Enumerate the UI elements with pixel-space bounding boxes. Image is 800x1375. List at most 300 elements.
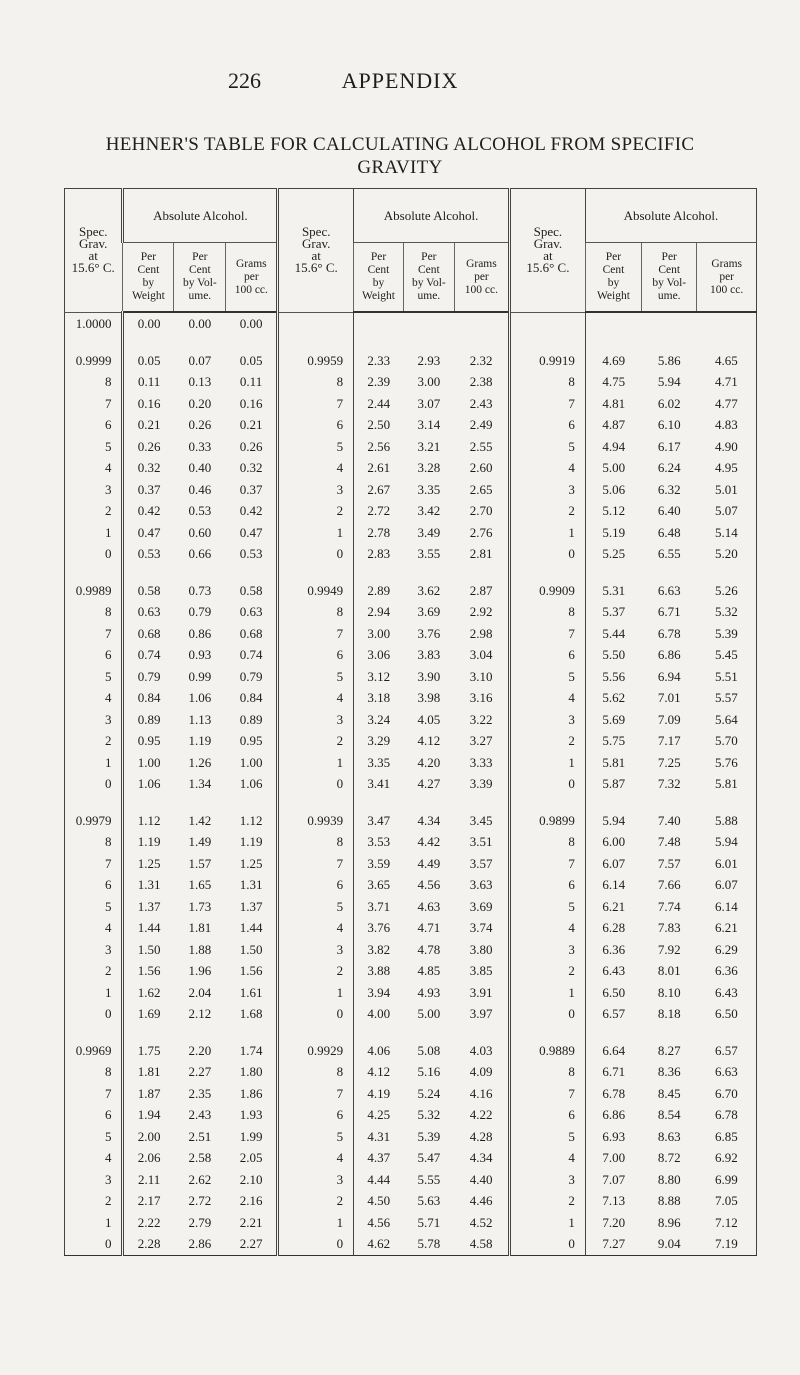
spec-grav-cell: 5: [510, 896, 586, 918]
grams-cell: 3.10: [469, 668, 493, 684]
spacer-cell: [226, 565, 278, 580]
spec-grav-cell: 3: [278, 709, 354, 731]
weight-cell: 6.43: [585, 960, 641, 982]
spacer-cell: [403, 795, 454, 810]
weight-cell: 4.62: [354, 1233, 404, 1255]
weight-cell: 4.56: [354, 1212, 404, 1234]
volume-cell: 7.57: [657, 855, 681, 871]
volume-cell: 2.58: [188, 1150, 212, 1165]
spec-grav-cell: 0: [278, 543, 354, 565]
grams-cell: 1.19: [239, 834, 263, 849]
grams-cell: 4.71: [697, 371, 757, 393]
grams-cell: 7.19: [697, 1233, 757, 1255]
grams-cell: 0.21: [239, 417, 263, 432]
spec-grav-cell: 7: [65, 393, 123, 415]
grams-cell: 2.16: [239, 1193, 263, 1208]
grams-cell: 0.79: [239, 668, 263, 684]
absolute-alcohol-header: Absolute Alcohol.: [585, 189, 756, 243]
volume-cell: 5.63: [417, 1193, 441, 1208]
spacer-cell: [65, 565, 123, 580]
absolute-alcohol-header: Absolute Alcohol.: [354, 189, 510, 243]
spacer-cell: [174, 795, 226, 810]
grams-cell: 0.47: [239, 524, 263, 540]
weight-cell: 0.16: [123, 393, 174, 415]
volume-column-header: [174, 243, 226, 313]
spec-grav-cell: 2: [65, 500, 123, 522]
weight-cell: 2.00: [123, 1126, 174, 1148]
spec-grav-cell: 0.9979: [65, 810, 123, 832]
spacer-cell: [642, 565, 697, 580]
volume-cell: 1.13: [188, 711, 212, 727]
weight-cell: 4.37: [354, 1147, 404, 1169]
volume-cell: 2.72: [188, 1193, 212, 1208]
spec-grav-cell: 7: [278, 393, 354, 415]
grams-cell: 6.36: [697, 960, 757, 982]
spec-grav-cell: 0: [510, 773, 586, 795]
volume-cell: 6.17: [657, 438, 681, 454]
header-word: by Vol-: [411, 277, 446, 289]
spec-grav-cell: 2: [65, 1190, 123, 1212]
spacer-cell: [65, 795, 123, 810]
table-row: [65, 414, 757, 436]
weight-cell: 1.19: [123, 831, 174, 853]
spacer-cell: [65, 1025, 123, 1040]
volume-cell: [403, 312, 454, 335]
volume-cell: 6.10: [657, 417, 681, 432]
volume-cell: 8.01: [657, 963, 681, 978]
row-spacer: [65, 795, 757, 810]
spec-grav-cell: 7: [278, 623, 354, 645]
weight-cell: 3.35: [354, 752, 404, 774]
grams-cell: 1.12: [239, 812, 263, 828]
row-spacer: [65, 335, 757, 350]
spec-grav-cell: 4: [510, 687, 586, 709]
volume-cell: 3.21: [417, 438, 441, 454]
volume-cell: 1.73: [188, 898, 212, 914]
volume-cell: 6.24: [657, 460, 681, 475]
weight-cell: 7.00: [585, 1147, 641, 1169]
grams-cell: 1.93: [239, 1107, 263, 1122]
spec-grav-cell: 2: [510, 500, 586, 522]
weight-cell: 1.81: [123, 1061, 174, 1083]
grams-cell: 6.70: [697, 1083, 757, 1105]
weight-cell: 3.18: [354, 687, 404, 709]
table-body: [65, 312, 757, 1255]
weight-cell: 1.94: [123, 1104, 174, 1126]
volume-cell: 4.71: [417, 920, 441, 935]
spec-grav-cell: 5: [65, 1126, 123, 1148]
weight-cell: 3.94: [354, 982, 404, 1004]
grams-cell: 5.70: [697, 730, 757, 752]
grams-cell: 1.99: [239, 1128, 263, 1144]
table-row: [65, 1126, 757, 1148]
spacer-cell: [278, 1025, 354, 1040]
spec-grav-cell: 0: [278, 1233, 354, 1255]
weight-cell: 2.22: [123, 1212, 174, 1234]
volume-cell: 5.39: [417, 1128, 441, 1144]
grams-cell: 3.04: [469, 647, 493, 662]
weight-cell: 7.07: [585, 1169, 641, 1191]
grams-cell: 6.07: [697, 874, 757, 896]
table-row: [65, 960, 757, 982]
spacer-cell: [226, 335, 278, 350]
grams-cell: 1.00: [239, 754, 263, 770]
header-word: Cent: [137, 264, 160, 276]
volume-cell: 8.54: [657, 1107, 681, 1122]
weight-cell: 2.28: [123, 1233, 174, 1255]
spec-grav-cell: 1: [65, 522, 123, 544]
grams-cell: 5.88: [697, 810, 757, 832]
weight-cell: 0.63: [123, 601, 174, 623]
spec-grav-cell: 2: [510, 730, 586, 752]
grams-cell: 2.65: [469, 481, 493, 497]
weight-cell: 1.62: [123, 982, 174, 1004]
spec-grav-cell: 6: [510, 414, 586, 436]
spec-grav-cell: 3: [510, 709, 586, 731]
weight-cell: 2.50: [354, 414, 404, 436]
weight-cell: 1.69: [123, 1003, 174, 1025]
volume-cell: [642, 312, 697, 335]
volume-cell: 3.07: [417, 395, 441, 411]
header-word: Per: [605, 251, 622, 263]
volume-cell: 2.43: [188, 1107, 212, 1122]
spec-grav-cell: 0: [510, 1233, 586, 1255]
spec-grav-cell: 0.9949: [278, 580, 354, 602]
grams-cell: 4.34: [469, 1150, 493, 1165]
table-row: [65, 457, 757, 479]
weight-cell: 5.19: [585, 522, 641, 544]
weight-cell: 0.84: [123, 687, 174, 709]
grams-cell: 5.81: [697, 773, 757, 795]
weight-cell: 0.32: [123, 457, 174, 479]
weight-cell: 1.75: [123, 1040, 174, 1062]
grams-cell: 5.26: [697, 580, 757, 602]
spec-grav-cell: 8: [65, 601, 123, 623]
weight-cell: 6.36: [585, 939, 641, 961]
volume-cell: 4.78: [417, 941, 441, 957]
spec-grav-cell: 5: [278, 666, 354, 688]
grams-cell: 6.57: [697, 1040, 757, 1062]
volume-cell: 1.19: [188, 733, 212, 748]
grams-cell: 0.42: [239, 503, 263, 518]
grams-cell: 4.65: [697, 350, 757, 372]
weight-cell: 2.56: [354, 436, 404, 458]
spacer-cell: [354, 335, 404, 350]
spec-grav-cell: 1: [278, 522, 354, 544]
header-word: ume.: [188, 290, 212, 302]
weight-cell: 6.21: [585, 896, 641, 918]
spec-grav-cell: 6: [510, 1104, 586, 1126]
spec-grav-cell: 3: [278, 1169, 354, 1191]
weight-cell: 0.89: [123, 709, 174, 731]
spec-grav-cell: 4: [510, 917, 586, 939]
weight-cell: 3.24: [354, 709, 404, 731]
spec-grav-cell: 0.9969: [65, 1040, 123, 1062]
grams-cell: 5.32: [697, 601, 757, 623]
weight-cell: 0.42: [123, 500, 174, 522]
weight-cell: 3.47: [354, 810, 404, 832]
table-row: [65, 939, 757, 961]
volume-cell: 1.42: [188, 812, 212, 828]
spec-grav-cell: 0.9919: [510, 350, 586, 372]
volume-cell: 5.78: [403, 1233, 454, 1255]
volume-cell: 0.79: [188, 604, 212, 619]
spec-grav-cell: 6: [65, 414, 123, 436]
grams-cell: 6.29: [697, 939, 757, 961]
grams-cell: 2.98: [469, 625, 493, 641]
grams-cell: 0.37: [239, 481, 263, 497]
grams-cell: 6.85: [697, 1126, 757, 1148]
grams-column-header: [226, 243, 278, 313]
volume-cell: 5.55: [417, 1171, 441, 1187]
grams-cell: 4.16: [469, 1085, 493, 1101]
spec-grav-cell: 1: [278, 752, 354, 774]
page-title: [60, 133, 740, 179]
weight-cell: [585, 312, 641, 335]
weight-cell: 0.74: [123, 644, 174, 666]
header-word: by: [607, 277, 620, 289]
spacer-cell: [697, 335, 757, 350]
spec-grav-cell: 3: [510, 1169, 586, 1191]
spec-grav-cell: 5: [65, 436, 123, 458]
grams-cell: 0.53: [239, 546, 263, 561]
volume-cell: 4.20: [417, 754, 441, 770]
volume-cell: 7.83: [657, 920, 681, 935]
spec-grav-cell: 2: [278, 960, 354, 982]
volume-cell: 3.83: [417, 647, 441, 662]
grams-cell: 1.56: [239, 963, 263, 978]
weight-cell: 6.71: [585, 1061, 641, 1083]
spec-grav-cell: 2: [65, 960, 123, 982]
weight-cell: 3.82: [354, 939, 404, 961]
volume-cell: 3.55: [417, 546, 441, 561]
volume-cell: 7.17: [657, 733, 681, 748]
weight-cell: 1.25: [123, 853, 174, 875]
volume-cell: 7.32: [657, 776, 681, 791]
header-word: 100 cc.: [464, 283, 499, 296]
header-word: Grav.: [79, 236, 108, 252]
weight-cell: 5.00: [585, 457, 641, 479]
spec-grav-cell: 8: [510, 601, 586, 623]
spec-grav-cell: 8: [278, 601, 354, 623]
grams-cell: 3.97: [469, 1006, 493, 1021]
spec-grav-cell: 5: [278, 896, 354, 918]
weight-cell: 6.57: [585, 1003, 641, 1025]
spec-grav-cell: 1: [65, 982, 123, 1004]
gravity-table-container: [64, 188, 757, 1278]
weight-cell: 5.50: [585, 644, 641, 666]
volume-cell: 2.20: [188, 1042, 212, 1058]
table-row: [65, 1003, 757, 1025]
spec-grav-cell: 6: [510, 644, 586, 666]
grams-cell: 6.50: [697, 1003, 757, 1025]
spec-grav-cell: 4: [510, 457, 586, 479]
table-row: [65, 393, 757, 415]
weight-cell: 5.12: [585, 500, 641, 522]
grams-cell: 6.14: [697, 896, 757, 918]
weight-cell: 1.56: [123, 960, 174, 982]
volume-cell: 2.35: [188, 1085, 212, 1101]
volume-cell: 0.20: [188, 395, 212, 411]
grams-cell: 4.03: [469, 1042, 493, 1058]
grams-cell: 5.01: [697, 479, 757, 501]
weight-cell: 2.72: [354, 500, 404, 522]
spec-grav-cell: 0: [65, 1003, 123, 1025]
spacer-cell: [585, 565, 641, 580]
grams-cell: 3.80: [469, 941, 493, 957]
grams-cell: 4.95: [697, 457, 757, 479]
spec-grav-cell: 7: [510, 623, 586, 645]
header-word: Per: [192, 251, 208, 263]
weight-cell: 5.31: [585, 580, 641, 602]
weight-cell: 0.95: [123, 730, 174, 752]
table-row: [65, 312, 757, 335]
table-row: [65, 1147, 757, 1169]
weight-cell: 1.44: [123, 917, 174, 939]
volume-cell: 0.53: [188, 503, 212, 518]
spacer-cell: [642, 335, 697, 350]
table-row: [65, 853, 757, 875]
header-word: Grams: [711, 257, 742, 270]
grams-cell: 1.80: [239, 1064, 263, 1079]
weight-cell: 5.25: [585, 543, 641, 565]
header-word: Spec.: [533, 224, 563, 240]
grams-cell: 3.33: [469, 754, 493, 770]
table-header: [65, 189, 757, 313]
volume-cell: 3.49: [417, 524, 441, 540]
volume-cell: 7.09: [657, 711, 681, 727]
title-line-2: GRAVITY: [357, 157, 443, 178]
volume-cell: 5.08: [417, 1042, 441, 1058]
grams-cell: 4.46: [469, 1193, 493, 1208]
weight-cell: 2.94: [354, 601, 404, 623]
volume-cell: 3.00: [417, 374, 441, 389]
header-word: per: [719, 270, 734, 283]
volume-cell: 3.76: [417, 625, 441, 641]
table-row: [65, 522, 757, 544]
weight-cell: 0.37: [123, 479, 174, 501]
spacer-cell: [454, 565, 509, 580]
spacer-cell: [123, 335, 174, 350]
weight-cell: 0.79: [123, 666, 174, 688]
volume-cell: 7.01: [657, 690, 681, 705]
spec-grav-cell: 0.9899: [510, 810, 586, 832]
spec-grav-header: [510, 189, 586, 313]
header-word: ume.: [657, 290, 681, 302]
spacer-cell: [174, 335, 226, 350]
spec-grav-cell: 0.9939: [278, 810, 354, 832]
weight-cell: 3.53: [354, 831, 404, 853]
grams-cell: 0.16: [239, 395, 263, 411]
spacer-cell: [65, 335, 123, 350]
table-row: [65, 644, 757, 666]
weight-cell: 4.31: [354, 1126, 404, 1148]
spacer-cell: [278, 795, 354, 810]
volume-cell: 7.25: [657, 754, 681, 770]
header-word: Weight: [362, 290, 395, 302]
spacer-cell: [123, 1025, 174, 1040]
volume-cell: 0.73: [188, 582, 212, 598]
spacer-cell: [174, 1025, 226, 1040]
volume-cell: 8.63: [657, 1128, 681, 1144]
volume-cell: 2.12: [188, 1006, 212, 1021]
weight-cell: 3.65: [354, 874, 404, 896]
weight-cell: 2.17: [123, 1190, 174, 1212]
weight-cell: 1.50: [123, 939, 174, 961]
grams-cell: 3.45: [469, 812, 493, 828]
spec-grav-cell: 6: [65, 644, 123, 666]
weight-cell: 3.29: [354, 730, 404, 752]
grams-cell: 3.63: [469, 877, 493, 892]
header-word: Per: [661, 251, 677, 263]
grams-cell: 4.22: [469, 1107, 493, 1122]
weight-cell: 3.71: [354, 896, 404, 918]
spec-grav-cell: 2: [278, 500, 354, 522]
spec-grav-cell: 4: [278, 917, 354, 939]
grams-cell: 1.25: [239, 855, 263, 871]
grams-cell: 3.39: [469, 776, 493, 791]
spec-grav-cell: 5: [65, 666, 123, 688]
spacer-cell: [226, 795, 278, 810]
spacer-cell: [585, 1025, 641, 1040]
weight-cell: 6.86: [585, 1104, 641, 1126]
volume-cell: 2.93: [417, 352, 441, 368]
weight-cell: 4.19: [354, 1083, 404, 1105]
spec-grav-cell: 8: [278, 1061, 354, 1083]
spec-grav-cell: 3: [510, 939, 586, 961]
volume-cell: 7.92: [657, 941, 681, 957]
volume-cell: 6.78: [657, 625, 681, 641]
spacer-cell: [403, 335, 454, 350]
spec-grav-cell: 7: [65, 1083, 123, 1105]
grams-cell: 5.64: [697, 709, 757, 731]
weight-cell: 1.87: [123, 1083, 174, 1105]
grams-cell: 2.49: [469, 417, 493, 432]
grams-cell: 0.05: [239, 352, 263, 368]
spec-grav-cell: 6: [278, 644, 354, 666]
volume-cell: 6.48: [657, 524, 681, 540]
volume-cell: 0.46: [188, 481, 212, 497]
grams-cell: 3.22: [469, 711, 493, 727]
table-row: [65, 1212, 757, 1234]
grams-cell: 0.00: [239, 316, 263, 331]
alcohol-gravity-table: [64, 188, 757, 1256]
spacer-cell: [642, 795, 697, 810]
volume-cell: 6.71: [657, 604, 681, 619]
spec-grav-cell: 8: [278, 371, 354, 393]
grams-cell: 4.77: [697, 393, 757, 415]
spacer-cell: [585, 795, 641, 810]
table-row: [65, 1040, 757, 1062]
grams-cell: 4.52: [469, 1214, 493, 1230]
spacer-cell: [697, 565, 757, 580]
grams-cell: 5.76: [697, 752, 757, 774]
volume-cell: 0.33: [188, 438, 212, 454]
spec-grav-cell: 6: [65, 874, 123, 896]
weight-cell: 1.37: [123, 896, 174, 918]
header-word: Weight: [596, 290, 630, 302]
grams-cell: 3.91: [469, 984, 493, 1000]
volume-cell: 0.93: [188, 647, 212, 662]
header-word: by Vol-: [182, 277, 217, 289]
weight-cell: 2.61: [354, 457, 404, 479]
table-row: [65, 371, 757, 393]
table-row: [65, 896, 757, 918]
spec-grav-cell: 3: [510, 479, 586, 501]
grams-cell: 3.27: [469, 733, 493, 748]
header-word: 100 cc.: [710, 283, 744, 296]
weight-cell: 2.11: [123, 1169, 174, 1191]
